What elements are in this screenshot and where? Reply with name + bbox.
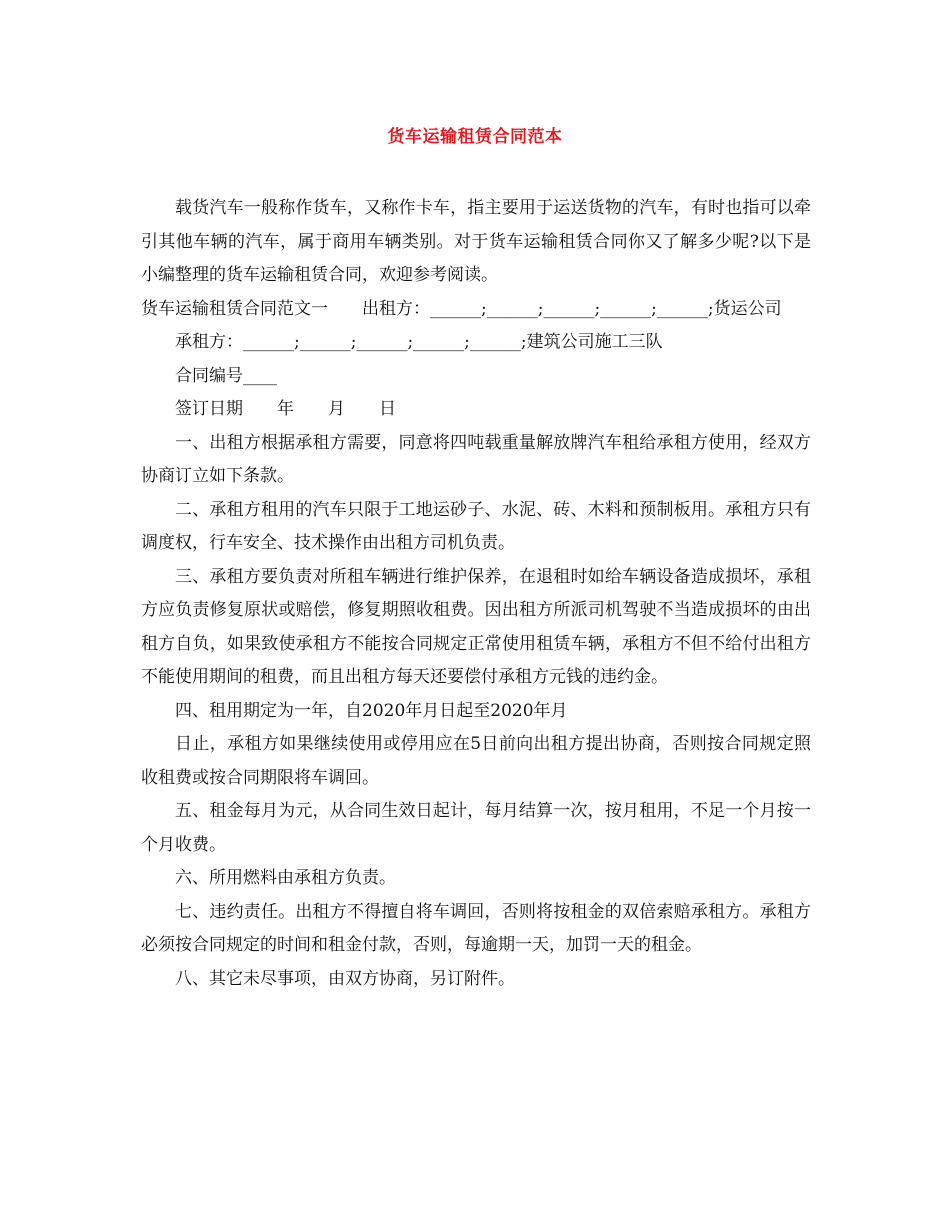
paragraph-signing-date: 签订日期 年 月 日	[175, 399, 396, 419]
document-body	[141, 192, 811, 996]
paragraph-lessee: 承租方：______;______;______;______;______;建筑公司施工三队	[175, 332, 663, 352]
paragraph-contract-number: 合同编号____	[175, 365, 277, 386]
document-title: 货车运输租赁合同范本	[387, 127, 563, 147]
paragraph-clause-2: 二、承租方租用的汽车只限于工地运砂子、水泥、砖、木料和预制板用。承租方只有调度权，行车安全、技术操作由出租方司机负责。	[141, 499, 811, 553]
paragraph-clause-3: 三、承租方要负责对所租车辆进行维护保养，在退租时如给车辆设备造成损坏，承租方应负责修复原状或赔偿，修复期照收租费。因出租方所派司机驾驶不当造成损坏的由出租方自负，如果致使承租方不能按合同规定正常使用租赁车辆，承租方不但不给付出租方不能使用期间的租费，而且出租方每天还要偿付承租方元钱的违约金。	[141, 566, 811, 687]
paragraph-lessor: 货车运输租赁合同范文一 出租方：______;______;______;______;______;货运公司	[141, 298, 782, 319]
paragraph-clause-4-continued: 日止，承租方如果继续使用或停用应在5日前向出租方提出协商，否则按合同规定照收租费或按合同期限将车调回。	[141, 734, 811, 788]
paragraph-clause-6: 六、所用燃料由承租方负责。	[175, 868, 396, 888]
paragraph-clause-5: 五、租金每月为元，从合同生效日起计，每月结算一次，按月租用，不足一个月按一个月收费。	[141, 801, 811, 855]
paragraph-clause-7: 七、违约责任。出租方不得擅自将车调回，否则将按租金的双倍索赔承租方。承租方必须按合同规定的时间和租金付款，否则，每逾期一天，加罚一天的租金。	[141, 901, 811, 955]
paragraph-clause-1: 一、出租方根据承租方需要，同意将四吨载重量解放牌汽车租给承租方使用，经双方协商订立如下条款。	[141, 432, 811, 486]
paragraph-clause-4: 四、租用期定为一年，自2020年月日起至2020年月	[175, 700, 568, 721]
paragraph-clause-8: 八、其它未尽事项，由双方协商，另订附件。	[175, 968, 515, 989]
paragraph-intro: 载货汽车一般称作货车，又称作卡车，指主要用于运送货物的汽车，有时也指可以牵引其他车辆的汽车，属于商用车辆类别。对于货车运输租赁合同你又了解多少呢?以下是小编整理的货车运输租赁合同，欢迎参考阅读。	[141, 198, 811, 285]
